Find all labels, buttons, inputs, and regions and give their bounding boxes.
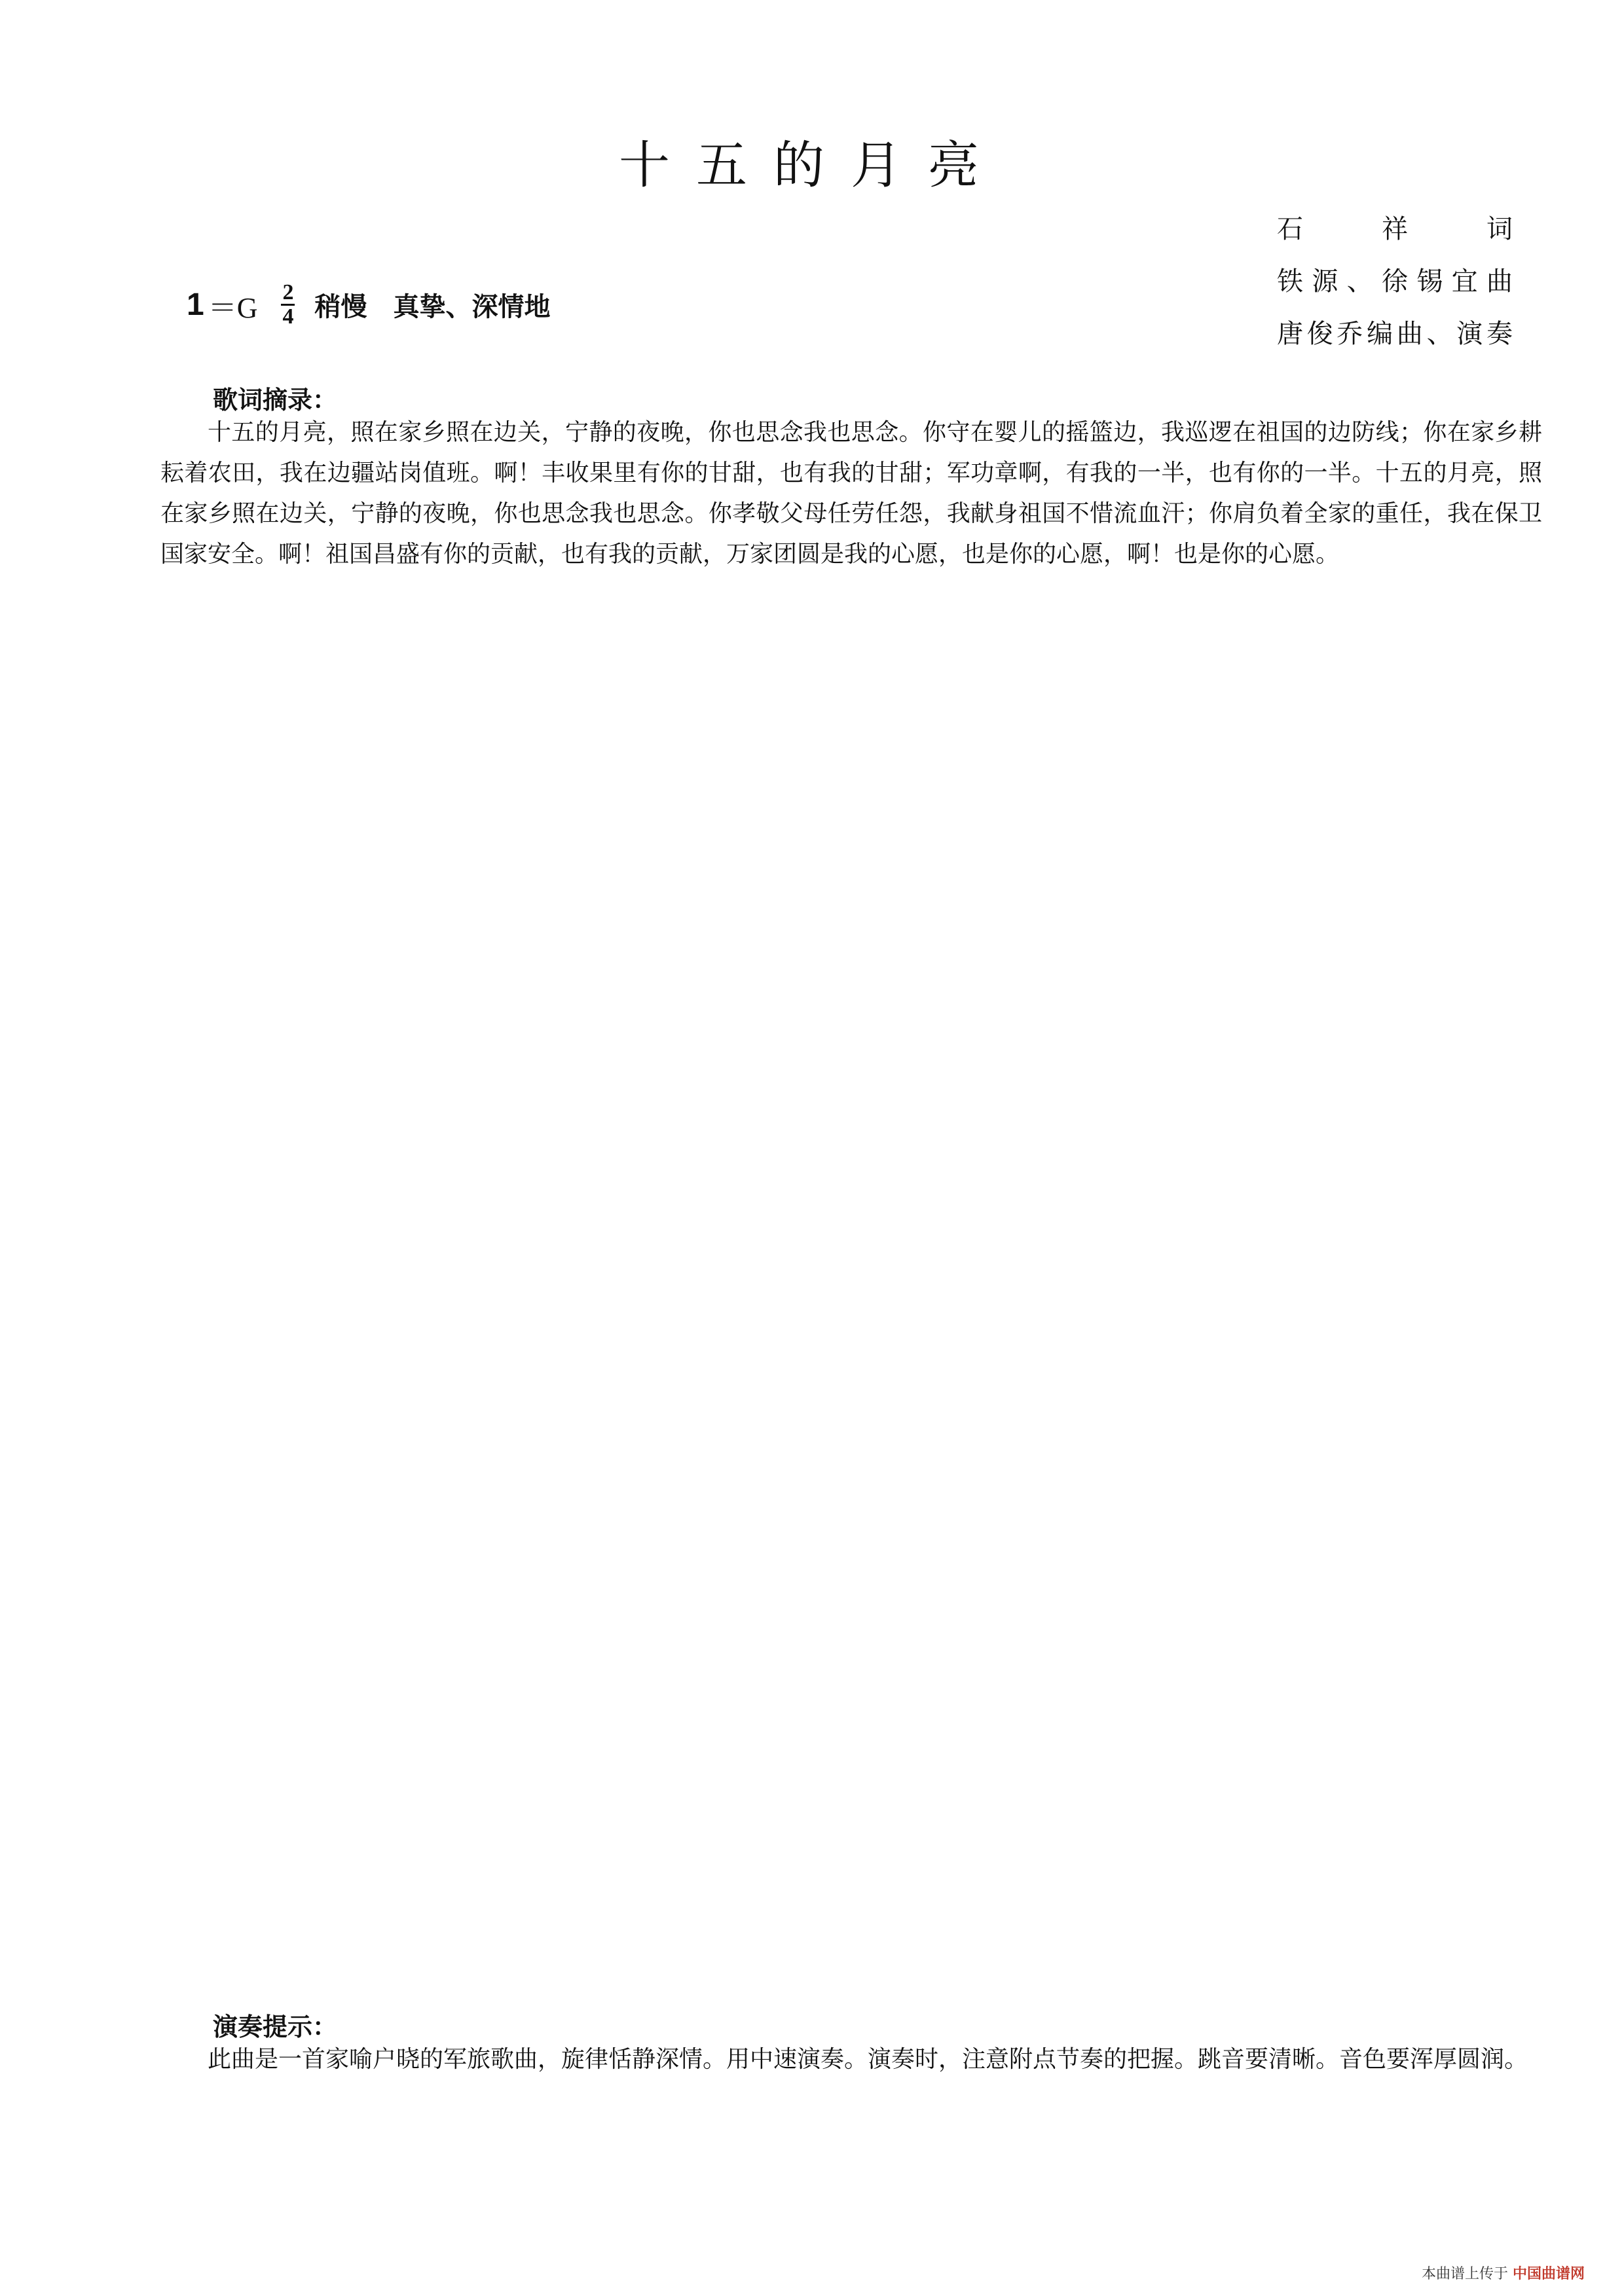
credit-arranger: 唐俊乔编曲、演奏 xyxy=(1277,319,1513,349)
credit-lyricist: 石祥词 xyxy=(1277,214,1513,244)
tonic: 1 xyxy=(187,287,204,322)
mood-marking: 真挚、深情地 xyxy=(393,292,551,322)
watermark: 本曲谱上传于 中国曲谱网 xyxy=(1421,2266,1585,2282)
credit-composer: 铁源、徐锡宜曲 xyxy=(1277,266,1513,297)
tips-text: 此曲是一首家喻户晓的军旅歌曲，旋律恬静深情。用中速演奏。演奏时，注意附点节奏的把握。跳音要清晰。音色要浑厚圆润。 xyxy=(208,2046,1528,2073)
time-signature: 2 4 xyxy=(282,280,294,329)
lyrics-heading: 歌词摘录： xyxy=(213,386,338,414)
tips-heading: 演奏提示： xyxy=(213,2013,338,2041)
key: ＝G xyxy=(208,291,258,324)
tempo-marking: 稍慢 xyxy=(314,292,367,322)
lyrics-text: 十五的月亮，照在家乡照在边关，宁静的夜晚，你也思念我也思念。你守在婴儿的摇篮边，我巡逻在祖国的边防线；你在家乡耕耘着农田，我在边疆站岗值班。啊！丰收果里有你的甘甜，也有我的甘甜；军功章啊，有我的一半，也有你的一半。十五的月亮，照在家乡照在边关，宁静的夜晚，你也思念我也思念。你孝敬父母任劳任怨，我献身祖国不惜流血汗；你肩负着全家的重任，我在保卫国家安全。啊！祖国昌盛有你的贡献，也有我的贡献，万家团圆是我的心愿，也是你的心愿，啊！也是你的心愿。 xyxy=(160,419,1542,568)
page-title: 十五的月亮 xyxy=(618,136,1005,195)
key-signature-line xyxy=(187,282,550,328)
